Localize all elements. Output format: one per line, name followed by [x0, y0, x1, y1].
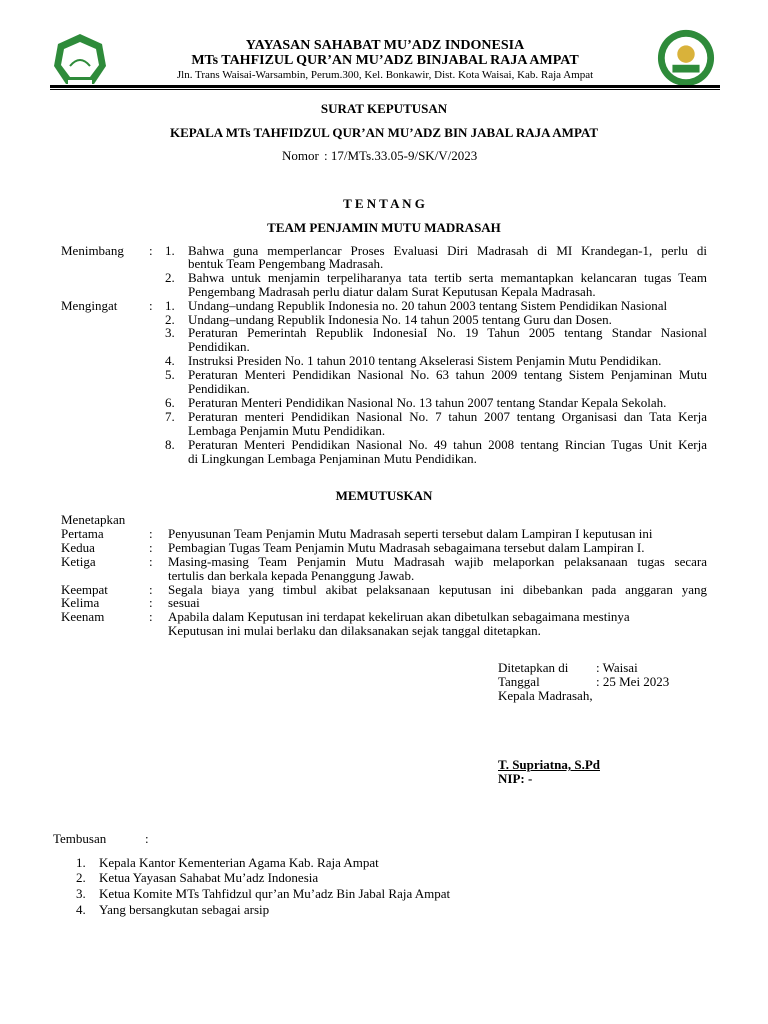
- tembusan-item-3: Ketua Komite MTs Tahfidzul qur’an Mu’adz Bin Jabal Raja Ampat: [99, 886, 451, 901]
- text-keenam-line2: Keputusan ini mulai berlaku dan dilaksanakan sejak tanggal ditetapkan.: [168, 623, 541, 638]
- label-pertama: Pertama: [61, 526, 104, 541]
- number-label: Nomor: [282, 148, 319, 163]
- signer-name: T. Supriatna, S.Pd: [498, 757, 600, 772]
- tembusan-num-2: 2.: [76, 870, 86, 885]
- colon-pertama: :: [149, 526, 153, 541]
- label-kedua: Kedua: [61, 540, 95, 555]
- menimbang-num-1: 1.: [165, 243, 175, 258]
- header-rule-thin: [50, 89, 720, 90]
- label-ketiga: Ketiga: [61, 554, 96, 569]
- mengingat-num-5: 5.: [165, 367, 175, 382]
- mengingat-3-line2: Pendidikan.: [188, 339, 250, 354]
- text-kedua: Pembagian Tugas Team Penjamin Mutu Madrasah sebagaimana tersebut dalam Lampiran I.: [168, 540, 645, 555]
- mengingat-3-line1: Peraturan Pemerintah Republik IndonesiaI No. 19 Tahun 2005 tentang Standar Nasional: [188, 325, 707, 340]
- signer-role: Kepala Madrasah,: [498, 688, 593, 703]
- school-logo-star: [677, 45, 694, 62]
- mengingat-2-line1: Undang–undang Republik Indonesia No. 14 tahun 2005 tentang Guru dan Dosen.: [188, 312, 612, 327]
- mengingat-5-line1: Peraturan Menteri Pendidikan Nasional No. 63 tahun 2009 tentang Sistem Penjaminan Mutu: [188, 367, 707, 382]
- menimbang-2-line2: Pengembang Madrasah perlu diatur dalam Surat Keputusan Kepala Madrasah.: [188, 284, 596, 299]
- colon-ketiga: :: [149, 554, 153, 569]
- date-value: : 25 Mei 2023: [596, 674, 670, 689]
- mengingat-5-line2: Pendidikan.: [188, 381, 250, 396]
- mengingat-8-line2: di Lingkungan Lembaga Penjaminan Mutu Pendidikan.: [188, 451, 477, 466]
- menimbang-num-2: 2.: [165, 270, 175, 285]
- place-label: Ditetapkan di: [498, 660, 569, 675]
- label-keempat: Keempat: [61, 582, 108, 597]
- menetapkan-label: Menetapkan: [61, 512, 126, 527]
- mengingat-num-2: 2.: [165, 312, 175, 327]
- tembusan-item-2: Ketua Yayasan Sahabat Mu’adz Indonesia: [99, 870, 319, 885]
- tembusan-num-4: 4.: [76, 902, 86, 917]
- menimbang-2-line1: Bahwa untuk menjamin terpeliharanya tata tertib serta memantapkan kelancaran tugas Team: [188, 270, 707, 285]
- about-heading: T E N T A N G: [343, 196, 425, 211]
- tembusan-num-3: 3.: [76, 886, 86, 901]
- text-keempat-line1: Segala biaya yang timbul akibat pelaksanaan keputusan ini dibebankan pada anggaran yang: [168, 582, 707, 597]
- decree-issuer: KEPALA MTs TAHFIDZUL QUR’AN MU’ADZ BIN JABAL RAJA AMPAT: [169, 125, 599, 140]
- mengingat-num-6: 6.: [165, 395, 175, 410]
- mengingat-7-line2: Lembaga Penjamin Mutu Pendidikan.: [188, 423, 386, 438]
- school-logo-ribbon: [672, 65, 699, 73]
- menimbang-1-line2: bentuk Team Pengembang Madrasah.: [188, 256, 384, 271]
- mengingat-colon: :: [149, 298, 153, 313]
- text-ketiga-line2: tertulis dan berkala kepada Penanggung Jawab.: [168, 568, 415, 583]
- date-label: Tanggal: [498, 674, 540, 689]
- mengingat-7-line1: Peraturan menteri Pendidikan Nasional No. 7 tahun 2007 tentang Organisasi dan Tata Kerja: [188, 409, 707, 424]
- header-rule-thick: [50, 85, 720, 88]
- school-name: MTs TAHFIZUL QUR’AN MU’ADZ BINJABAL RAJA AMPAT: [191, 53, 579, 68]
- menimbang-colon: :: [149, 243, 153, 258]
- menimbang-1-line1: Bahwa guna memperlancar Proses Evaluasi Diri Madrasah di MI Krandegan-1, perlu di: [188, 243, 707, 258]
- text-keempat-line2: sesuai: [168, 595, 200, 610]
- mengingat-1-line1: Undang–undang Republik Indonesia no. 20 tahun 2003 tentang Sistem Pendidikan Nasional: [188, 298, 668, 313]
- label-keenam: Keenam: [61, 609, 105, 624]
- mengingat-num-3: 3.: [165, 325, 175, 340]
- text-keenam-line1: Apabila dalam Keputusan ini terdapat kekeliruan akan dibetulkan sebagaimana mestinya: [168, 609, 630, 624]
- tembusan-num-1: 1.: [76, 855, 86, 870]
- school-address: Jln. Trans Waisai-Warsambin, Perum.300, Kel. Bonkawir, Dist. Kota Waisai, Kab. Raja Ampat: [176, 69, 594, 81]
- colon-kedua: :: [149, 540, 153, 555]
- mengingat-num-7: 7.: [165, 409, 175, 424]
- mengingat-6-line1: Peraturan Menteri Pendidikan Nasional No. 13 tahun 2007 tentang Standar Kepala Sekolah.: [188, 395, 667, 410]
- mengingat-num-4: 4.: [165, 353, 175, 368]
- colon-kelima: :: [149, 595, 153, 610]
- label-kelima: Kelima: [61, 595, 100, 610]
- text-pertama: Penyusunan Team Penjamin Mutu Madrasah seperti tersebut dalam Lampiran I keputusan ini: [168, 526, 653, 541]
- school-logo: [656, 28, 716, 88]
- decree-type: SURAT KEPUTUSAN: [320, 101, 448, 116]
- tembusan-label: Tembusan: [53, 831, 107, 846]
- signer-nip: NIP: -: [498, 771, 533, 786]
- subject-heading: TEAM PENJAMIN MUTU MADRASAH: [267, 220, 501, 235]
- tembusan-item-1: Kepala Kantor Kementerian Agama Kab. Raja Ampat: [99, 855, 379, 870]
- number-value: : 17/MTs.33.05-9/SK/V/2023: [324, 148, 478, 163]
- memutuskan-heading: MEMUTUSKAN: [335, 488, 433, 503]
- text-ketiga-line1: Masing-masing Team Penjamin Mutu Madrasah wajib melaporkan pelaksanaan tugas secara: [168, 554, 707, 569]
- colon-keempat: :: [149, 582, 153, 597]
- mengingat-8-line1: Peraturan Menteri Pendidikan Nasional No. 49 tahun 2008 tentang Rincian Tugas Unit Kerja: [188, 437, 707, 452]
- foundation-name: YAYASAN SAHABAT MU’ADZ INDONESIA: [245, 38, 525, 53]
- colon-keenam: :: [149, 609, 153, 624]
- mengingat-label: Mengingat: [61, 298, 118, 313]
- mengingat-num-8: 8.: [165, 437, 175, 452]
- foundation-logo: [50, 30, 110, 90]
- place-value: : Waisai: [596, 660, 638, 675]
- tembusan-colon: :: [145, 831, 149, 846]
- mengingat-num-1: 1.: [165, 298, 175, 313]
- menimbang-label: Menimbang: [61, 243, 124, 258]
- tembusan-item-4: Yang bersangkutan sebagai arsip: [99, 902, 270, 917]
- mengingat-4-line1: Instruksi Presiden No. 1 tahun 2010 tentang Akselerasi Sistem Penjamin Mutu Pendidikan.: [188, 353, 662, 368]
